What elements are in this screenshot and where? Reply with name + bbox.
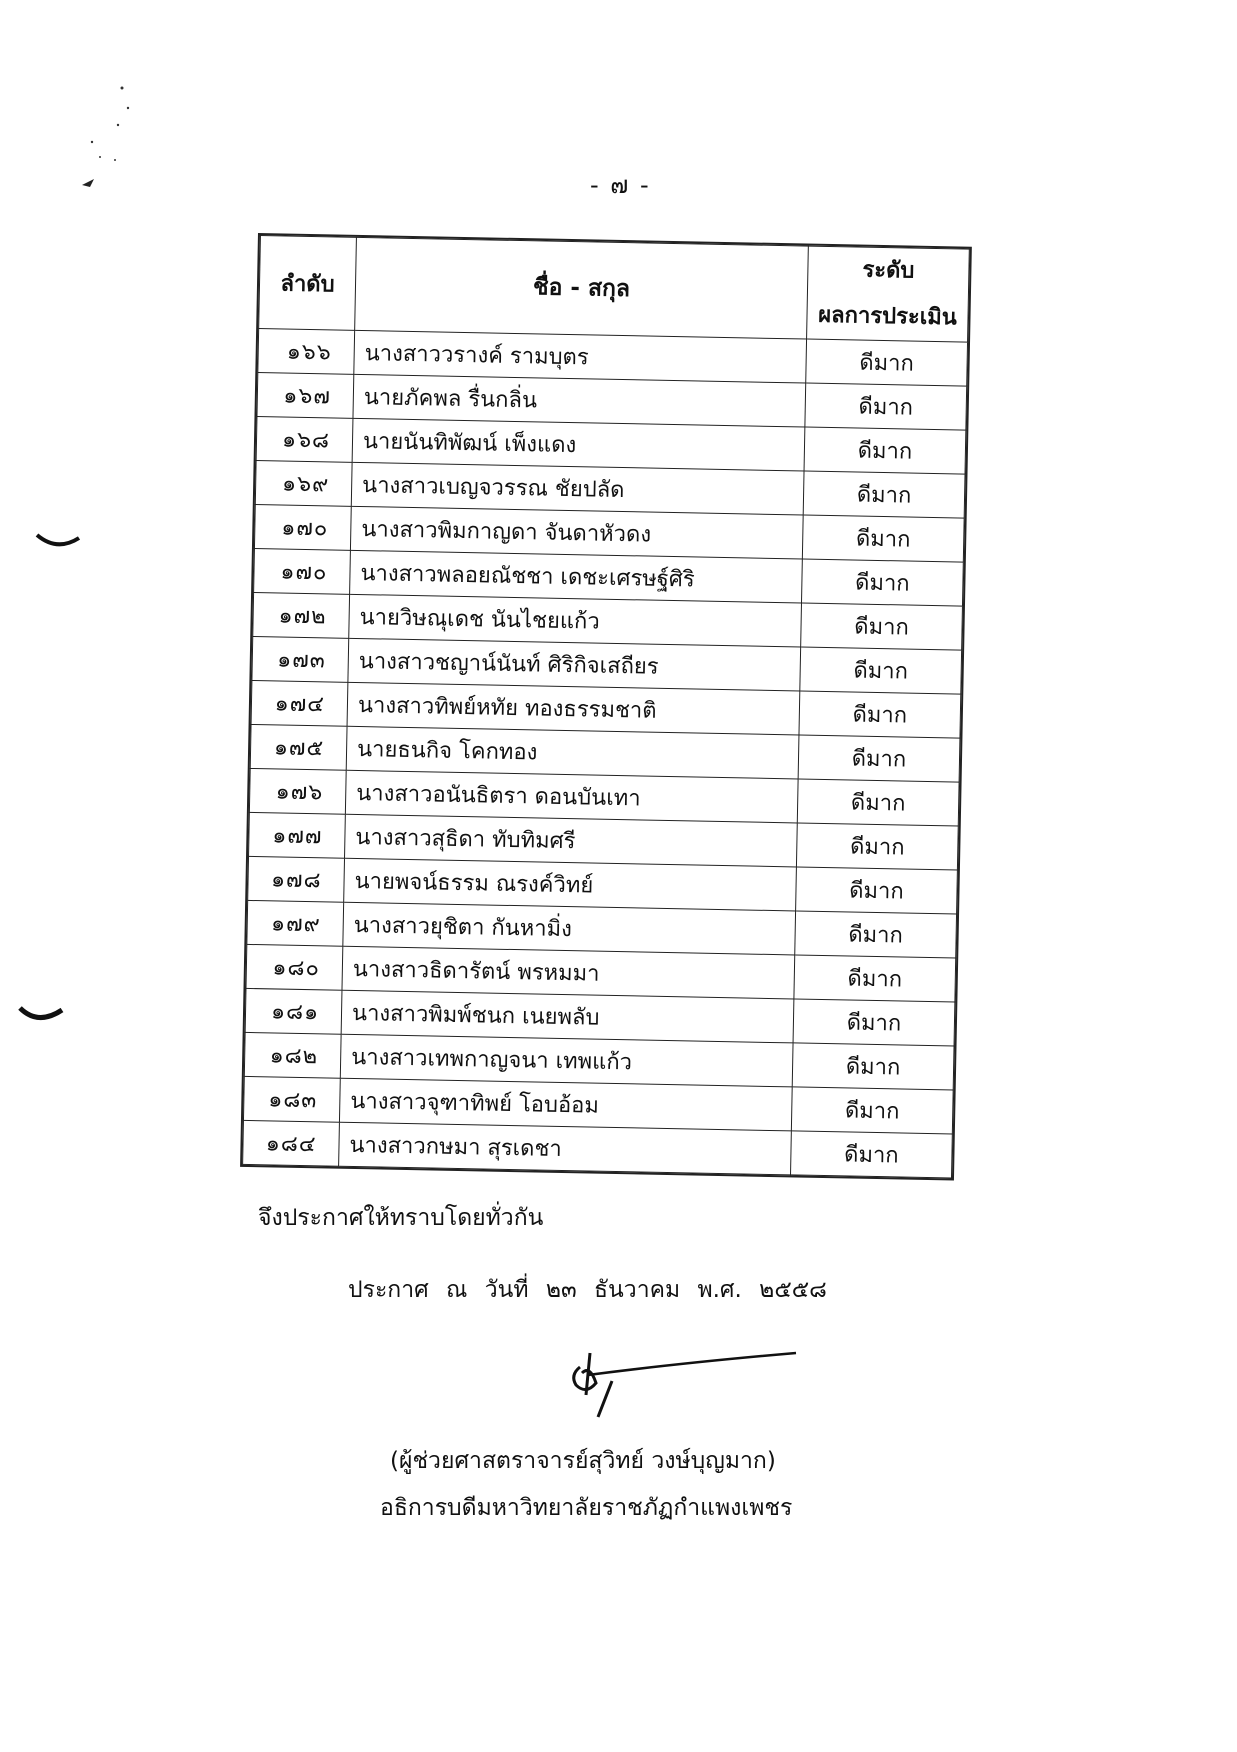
- hole-punch-mark-upper: [35, 530, 85, 560]
- row-no: ๑๘๐: [246, 944, 343, 990]
- row-level: ดีมาก: [805, 383, 967, 430]
- row-name: นางสาววรางค์ รามบุตร: [354, 330, 807, 383]
- row-name: นางสาวจุฑาทิพย์ โอบอ้อม: [339, 1078, 792, 1131]
- row-no: ๑๗๒: [253, 592, 350, 638]
- header-level-line2: ผลการประเมิน: [818, 302, 958, 331]
- row-level: ดีมาก: [798, 735, 960, 782]
- row-level: ดีมาก: [800, 647, 962, 694]
- row-level: ดีมาก: [802, 515, 964, 562]
- row-name: นางสาวเทพกาญจนา เทพแก้ว: [340, 1034, 793, 1087]
- row-no: ๑๘๓: [243, 1076, 340, 1122]
- row-no: ๑๗๔: [251, 680, 348, 726]
- row-no: ๑๘๑: [245, 988, 342, 1034]
- row-name: นางสาวพลอยณัชชา เดชะเศรษฐ์ศิริ: [350, 550, 803, 603]
- row-no: ๑๖๘: [256, 417, 353, 463]
- signer-name: (ผู้ช่วยศาสตราจารย์สุวิทย์ วงษ์บุญมาก): [390, 1448, 776, 1474]
- row-level: ดีมาก: [791, 1087, 953, 1134]
- header-level: [807, 246, 970, 342]
- row-name: นางสาวชญาน์นันท์ ศิริกิจเสถียร: [348, 638, 801, 691]
- row-name: นางสาวพิมกาญดา จันดาหัวดง: [350, 506, 803, 559]
- row-name: นายภัคพล รื่นกลิ่น: [353, 374, 806, 427]
- row-name: นางสาวกษมา สุรเดชา: [339, 1122, 792, 1175]
- row-no: ๑๘๔: [243, 1120, 340, 1166]
- closing-text: จึงประกาศให้ทราบโดยทั่วกัน: [258, 1205, 544, 1231]
- signer-title: อธิการบดีมหาวิทยาลัยราชภัฏกำแพงเพชร: [380, 1495, 793, 1521]
- hole-punch-mark-lower: [18, 1000, 68, 1035]
- row-level: ดีมาก: [801, 559, 963, 606]
- announce-date: ประกาศ ณ วันที่ ๒๓ ธันวาคม พ.ศ. ๒๕๕๘: [348, 1277, 827, 1303]
- row-no: ๑๗๙: [247, 900, 344, 946]
- row-name: นางสาวพิมพ์ชนก เนยพลับ: [341, 990, 794, 1043]
- header-no: ลำดับ: [259, 236, 357, 331]
- row-level: ดีมาก: [803, 471, 965, 518]
- row-level: ดีมาก: [799, 691, 961, 738]
- row-level: ดีมาก: [806, 339, 968, 386]
- header-name: ชื่อ - สกุล: [355, 237, 809, 339]
- row-level: ดีมาก: [796, 823, 958, 870]
- row-level: ดีมาก: [794, 955, 956, 1002]
- row-name: นางสาวทิพย์หทัย ทองธรรมชาติ: [347, 682, 800, 735]
- row-level: ดีมาก: [804, 427, 966, 474]
- row-no: ๑๖๙: [255, 461, 352, 507]
- row-no: ๑๗๐: [254, 504, 351, 550]
- results-table-wrapper: [240, 233, 972, 1181]
- row-no: ๑๘๒: [244, 1032, 341, 1078]
- row-no: ๑๗๐: [254, 548, 351, 594]
- row-no: ๑๗๘: [248, 856, 345, 902]
- row-name: นางสาวยุชิตา กันหามิ่ง: [343, 902, 796, 955]
- row-name: นายนันทิพัฒน์ เพ็งแดง: [352, 418, 805, 471]
- row-no: ๑๗๗: [249, 812, 346, 858]
- row-no: ๑๖๖: [258, 329, 355, 375]
- row-level: ดีมาก: [795, 911, 957, 958]
- row-level: ดีมาก: [796, 867, 958, 914]
- page-number: - ๗ -: [590, 171, 651, 199]
- row-no: ๑๖๗: [257, 373, 354, 419]
- row-name: นางสาวธิดารัตน์ พรหมมา: [342, 946, 795, 999]
- row-no: ๑๗๓: [252, 636, 349, 682]
- row-no: ๑๗๖: [249, 768, 346, 814]
- signature: [560, 1345, 800, 1425]
- table-header-row: [259, 236, 970, 343]
- row-level: ดีมาก: [793, 999, 955, 1046]
- table-body: [243, 329, 968, 1178]
- row-level: ดีมาก: [801, 603, 963, 650]
- scan-mark-top-left: [70, 80, 150, 200]
- row-name: นายธนกิจ โคกทอง: [346, 726, 799, 779]
- row-name: นายพจน์ธรรม ณรงค์วิทย์: [344, 858, 797, 911]
- row-name: นางสาวสุธิดา ทับทิมศรี: [345, 814, 798, 867]
- row-level: ดีมาก: [791, 1131, 953, 1178]
- row-no: ๑๗๕: [250, 724, 347, 770]
- row-name: นายวิษณุเดช นันไชยแก้ว: [349, 594, 802, 647]
- row-level: ดีมาก: [797, 779, 959, 826]
- row-name: นางสาวเบญจวรรณ ชัยปลัด: [351, 462, 804, 515]
- row-name: นางสาวอนันธิตรา ดอนบันเทา: [345, 770, 798, 823]
- row-level: ดีมาก: [792, 1043, 954, 1090]
- header-level-line1: ระดับ: [862, 257, 915, 284]
- results-table: [242, 235, 970, 1178]
